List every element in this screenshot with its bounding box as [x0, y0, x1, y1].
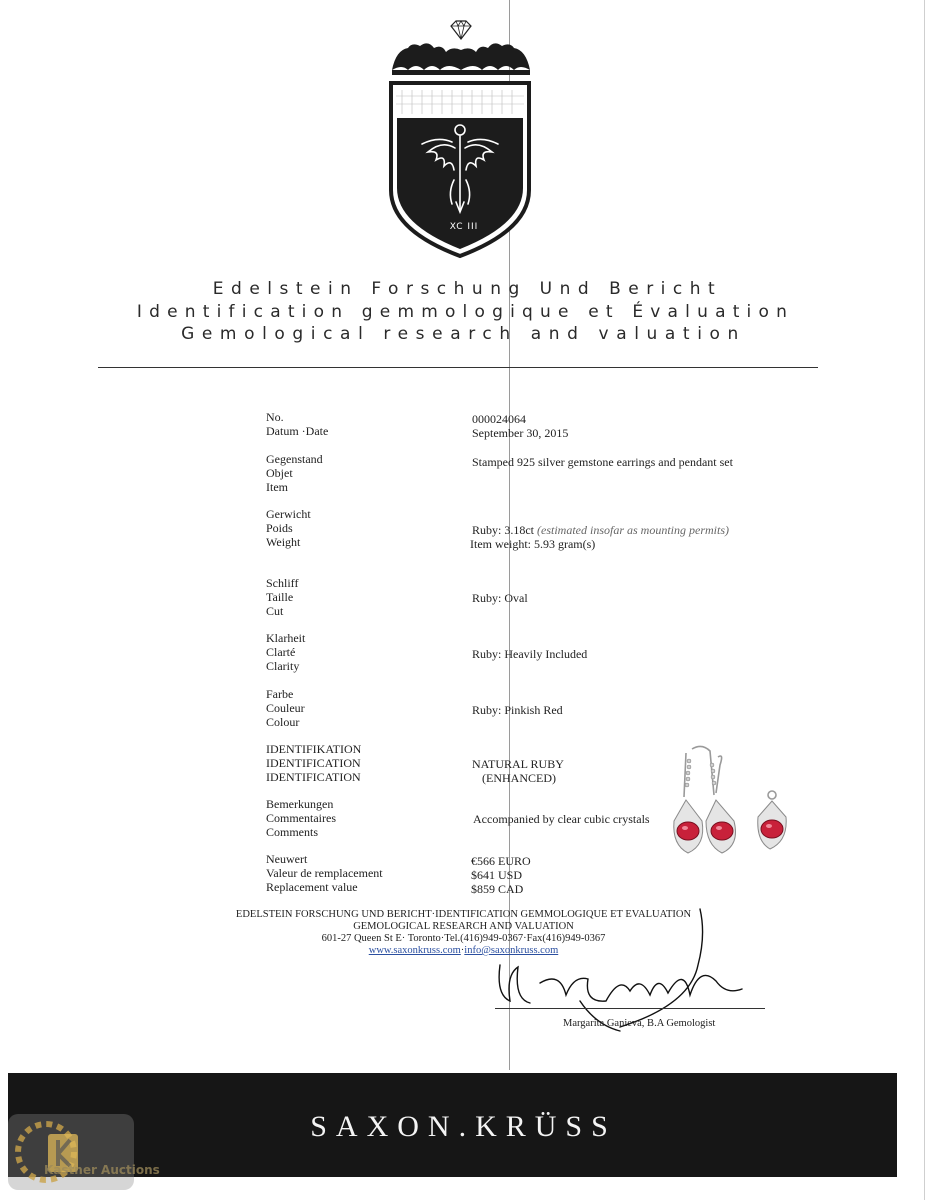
label-identification-fr: IDENTIFICATION [266, 756, 361, 770]
title-german: Edelstein Forschung Und Bericht [212, 279, 723, 299]
page-edge [924, 0, 925, 1200]
title-english: Gemological research and valuation [181, 324, 746, 344]
header-rule [98, 367, 818, 368]
value-replacement-eur: €566 EURO [471, 854, 531, 868]
brand-name: SAXON.KRÜSS [310, 1110, 617, 1143]
value-number: 000024064 [472, 412, 526, 426]
crest-shield [388, 80, 532, 260]
watermark-text: Kastner Auctions [44, 1163, 160, 1177]
label-clarity-en: Clarity [266, 659, 300, 673]
label-item-en: Item [266, 480, 288, 494]
value-cut: Ruby: Oval [472, 591, 528, 605]
label-identification-de: IDENTIFIKATION [266, 742, 362, 756]
label-identification-en: IDENTIFICATION [266, 770, 361, 784]
crest-motto: XC III [449, 222, 479, 232]
label-weight-de: Gerwicht [266, 507, 311, 521]
value-weight [472, 523, 729, 537]
label-clarity-fr: Clarté [266, 645, 296, 659]
label-colour-en: Colour [266, 715, 300, 729]
diamond-icon [448, 20, 474, 40]
footer-line-2: GEMOLOGICAL RESEARCH AND VALUATION [353, 921, 574, 932]
label-weight-en: Weight [266, 535, 301, 549]
label-date: Datum ·Date [266, 424, 329, 438]
signature [470, 905, 770, 1035]
label-cut-de: Schliff [266, 576, 299, 590]
footer-separator: · [460, 945, 465, 956]
label-comments-fr: Commentaires [266, 811, 336, 825]
label-comments-de: Bemerkungen [266, 797, 334, 811]
label-cut-fr: Taille [266, 590, 294, 604]
value-identification: NATURAL RUBY [472, 757, 564, 771]
value-colour: Ruby: Pinkish Red [472, 703, 563, 717]
label-weight-fr: Poids [266, 521, 293, 535]
jewelry-photo [662, 745, 792, 870]
value-item: Stamped 925 silver gemstone earrings and pendant set [472, 455, 733, 469]
value-clarity: Ruby: Heavily Included [472, 647, 588, 661]
signatory-name: Margarita Ganieva, B.A Gemologist [563, 1018, 716, 1029]
crest-mantling [390, 40, 532, 76]
value-replacement-usd: $641 USD [471, 868, 523, 882]
label-colour-fr: Couleur [266, 701, 305, 715]
label-item-de: Gegenstand [266, 452, 323, 466]
value-comments: Accompanied by clear cubic crystals [473, 812, 650, 826]
value-identification-enhanced: (ENHANCED) [482, 771, 556, 785]
auction-watermark [6, 1112, 136, 1192]
label-colour-de: Farbe [266, 687, 294, 701]
title-french: Identification gemmologique et Évaluation [136, 302, 795, 322]
footer-line-1: EDELSTEIN FORSCHUNG UND BERICHT·IDENTIFICATION GEMMOLOGIQUE ET EVALUATION [235, 909, 692, 920]
label-item-fr: Objet [266, 466, 293, 480]
label-replacement-fr: Valeur de remplacement [266, 866, 383, 880]
email-link[interactable]: info@saxonkruss.com [464, 945, 559, 956]
label-clarity-de: Klarheit [266, 631, 306, 645]
value-item-weight: Item weight: 5.93 gram(s) [470, 537, 596, 551]
website-link[interactable]: www.saxonkruss.com [368, 945, 461, 956]
signature-line [495, 1008, 765, 1009]
footer-address: 601-27 Queen St E· Toronto·Tel.(416)949-0367·Fax(416)949-0367 [321, 933, 606, 944]
label-comments-en: Comments [266, 825, 319, 839]
label-replacement-de: Neuwert [266, 852, 308, 866]
value-date: September 30, 2015 [472, 426, 569, 440]
value-replacement-cad: $859 CAD [471, 882, 524, 896]
value-weight-note: (estimated insofar as mounting permits) [537, 523, 729, 537]
value-ruby-carat: Ruby: 3.18ct [472, 523, 534, 537]
label-cut-en: Cut [266, 604, 284, 618]
footer-links [0, 945, 927, 957]
label-number: No. [266, 410, 284, 424]
label-replacement-en: Replacement value [266, 880, 358, 894]
